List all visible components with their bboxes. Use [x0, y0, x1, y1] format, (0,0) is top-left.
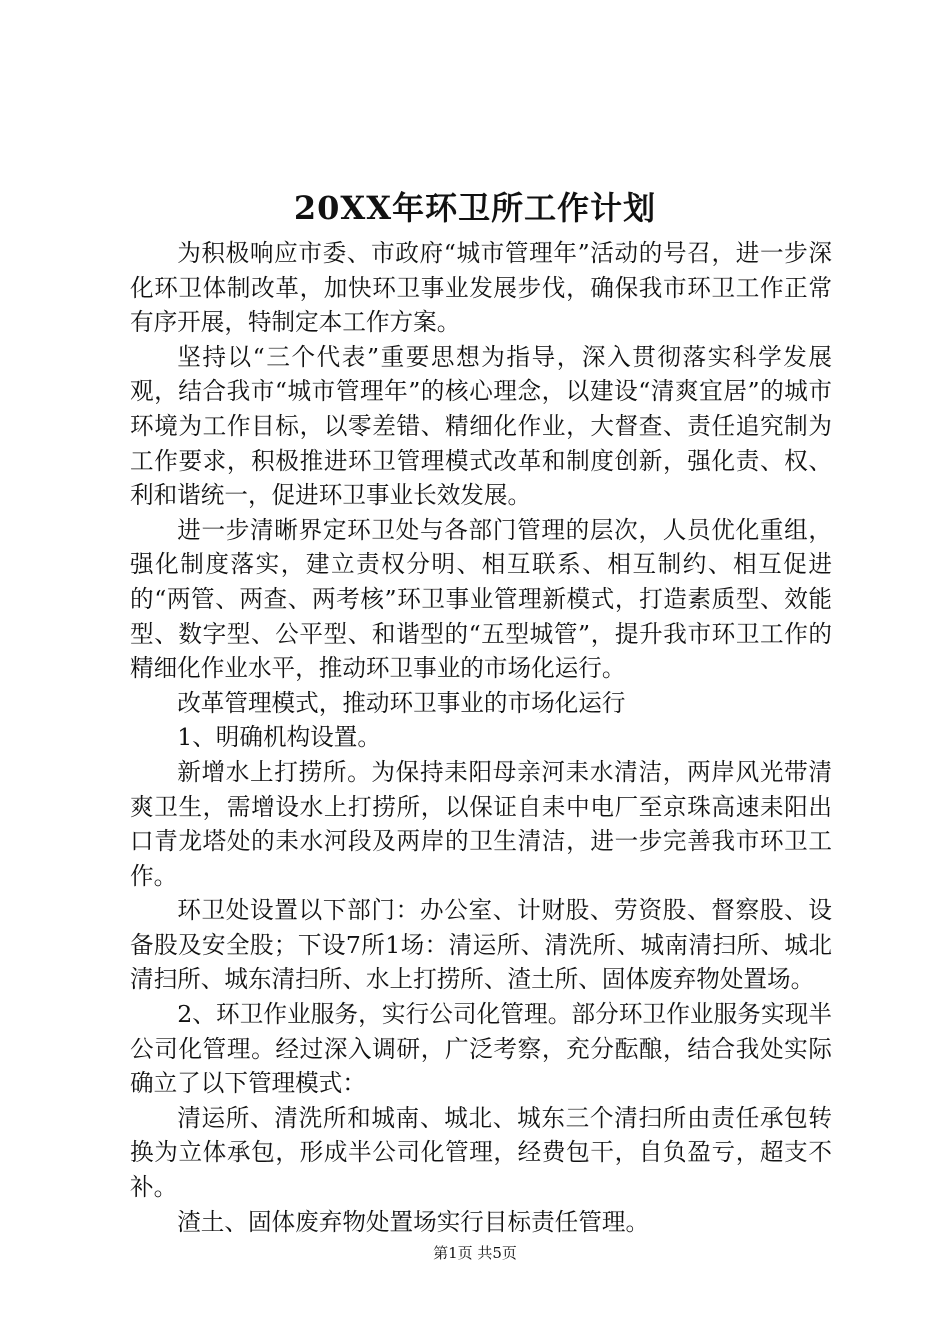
- paragraph-departments: 环卫处设置以下部门：办公室、计财股、劳资股、督察股、设备股及安全股；下设7所1场：清运所、清洗所、城南清扫所、城北清扫所、城东清扫所、水上打捞所、渣土所、固体废弃物处置场。: [130, 896, 832, 994]
- item-2-heading: 2、环卫作业服务，实行公司化管理。部分环卫作业服务实现半公司化管理。经过深入调研，广泛考察，充分酝酿，结合我处实际确立了以下管理模式：: [130, 1000, 832, 1098]
- paragraph-management-model: 进一步清晰界定环卫处与各部门管理的层次，人员优化重组，强化制度落实，建立责权分明、相互联系、相互制约、相互促进的“两管、两查、两考核”环卫事业管理新模式，打造素质型、效能型、数字型、公平型、和谐型的“五型城管”，提升我市环卫工作的精细化作业水平，推动环卫事业的市场化运行。: [130, 515, 832, 683]
- document-body: [130, 236, 832, 1239]
- item-1-heading: 1、明确机构设置。: [177, 723, 381, 752]
- paragraph-contracting: 清运所、清洗所和城南、城北、城东三个清扫所由责任承包转换为立体承包，形成半公司化管理，经费包干，自负盈亏，超支不补。: [130, 1103, 832, 1202]
- paragraph-water-salvage: 新增水上打捞所。为保持耒阳母亲河耒水清洁，两岸风光带清爽卫生，需增设水上打捞所，以保证自耒中电厂至京珠高速耒阳出口青龙塔处的耒水河段及两岸的卫生清洁，进一步完善我市环卫工作。: [130, 757, 832, 890]
- page-footer: 第1页 共5页: [433, 1244, 517, 1262]
- section-heading-reform: 改革管理模式，推动环卫事业的市场化运行: [177, 688, 626, 717]
- paragraph-target-responsibility: 渣土、固体废弃物处置场实行目标责任管理。: [177, 1207, 650, 1236]
- paragraph-guiding-idea: 坚持以“三个代表”重要思想为指导，深入贯彻落实科学发展观，结合我市“城市管理年”的核心理念，以建设“清爽宜居”的城市环境为工作目标，以零差错、精细化作业，大督查、责任追究制为工作要求，积极推进环卫管理模式改革和制度创新，强化责、权、利和谐统一，促进环卫事业长效发展。: [130, 342, 832, 510]
- paragraph-intro: 为积极响应市委、市政府“城市管理年”活动的号召，进一步深化环卫体制改革，加快环卫事业发展步伐，确保我市环卫工作正常有序开展，特制定本工作方案。: [130, 239, 832, 337]
- document-title: 20XX年环卫所工作计划: [293, 189, 657, 227]
